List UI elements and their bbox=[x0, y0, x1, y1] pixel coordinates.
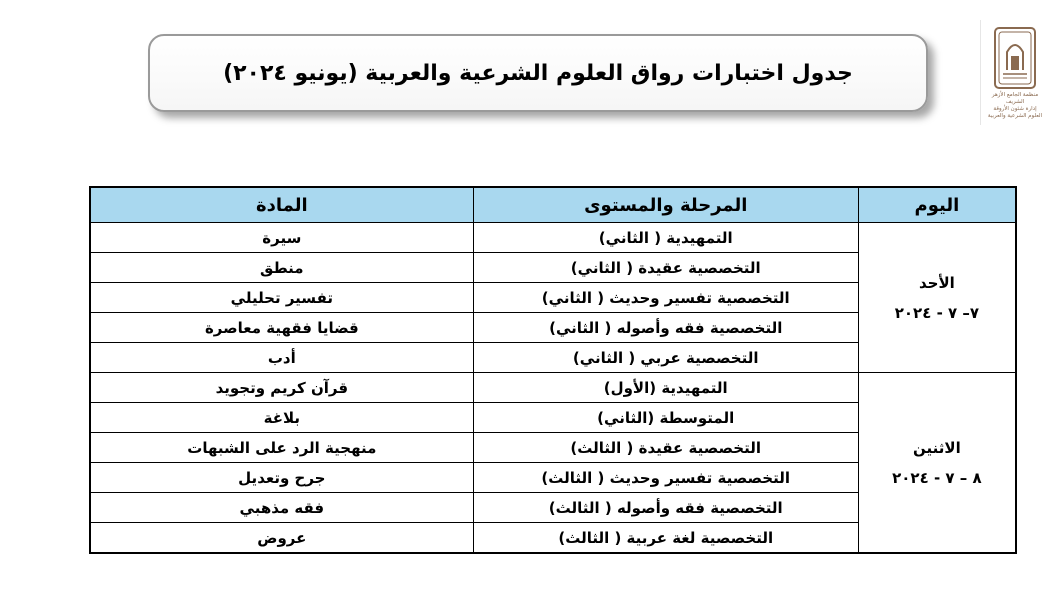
table-header-row bbox=[90, 187, 1016, 223]
subject-cell: بلاغة bbox=[90, 403, 473, 433]
day-cell-monday bbox=[858, 373, 1016, 554]
day-date: ٧– ٧ - ٢٠٢٤ bbox=[894, 303, 980, 322]
subject-cell: قضايا فقهية معاصرة bbox=[90, 313, 473, 343]
header-subject: المادة bbox=[90, 187, 473, 223]
day-name: الاثنين bbox=[913, 438, 961, 457]
stage-cell: التخصصية عقيدة ( الثاني) bbox=[473, 253, 858, 283]
header-stage: المرحلة والمستوى bbox=[473, 187, 858, 223]
stage-cell: التخصصية عربي ( الثاني) bbox=[473, 343, 858, 373]
subject-cell: تفسير تحليلي bbox=[90, 283, 473, 313]
header-day: اليوم bbox=[858, 187, 1016, 223]
subject-cell: أدب bbox=[90, 343, 473, 373]
stage-cell: التخصصية عقيدة ( الثالث) bbox=[473, 433, 858, 463]
stage-cell: التخصصية فقه وأصوله ( الثاني) bbox=[473, 313, 858, 343]
page-title: جدول اختبارات رواق العلوم الشرعية والعربية (يونيو ٢٠٢٤) bbox=[223, 60, 853, 86]
logo-caption-line: العلوم الشرعية والعربية bbox=[987, 113, 1043, 119]
subject-cell: جرح وتعديل bbox=[90, 463, 473, 493]
logo-caption-line: إدارة شئون الأروقة bbox=[993, 106, 1037, 112]
logo-caption bbox=[983, 92, 1047, 120]
stage-cell: التخصصية لغة عربية ( الثالث) bbox=[473, 523, 858, 554]
title-box bbox=[148, 34, 928, 112]
stage-cell: التمهيدية ( الثاني) bbox=[473, 223, 858, 253]
subject-cell: عروض bbox=[90, 523, 473, 554]
subject-cell: قرآن كريم وتجويد bbox=[90, 373, 473, 403]
day-name: الأحد bbox=[919, 273, 955, 292]
day-cell-sunday bbox=[858, 223, 1016, 373]
table-row bbox=[90, 223, 1016, 253]
stage-cell: المتوسطة (الثاني) bbox=[473, 403, 858, 433]
subject-cell: منطق bbox=[90, 253, 473, 283]
subject-cell: سيرة bbox=[90, 223, 473, 253]
stage-cell: التمهيدية (الأول) bbox=[473, 373, 858, 403]
day-date: ٨ – ٧ - ٢٠٢٤ bbox=[892, 468, 982, 487]
table-row bbox=[90, 373, 1016, 403]
azhar-emblem-icon bbox=[993, 26, 1037, 90]
azhar-logo bbox=[980, 20, 1049, 125]
exam-schedule-table bbox=[89, 186, 1017, 554]
stage-cell: التخصصية تفسير وحديث ( الثاني) bbox=[473, 283, 858, 313]
subject-cell: منهجية الرد على الشبهات bbox=[90, 433, 473, 463]
stage-cell: التخصصية فقه وأصوله ( الثالث) bbox=[473, 493, 858, 523]
logo-caption-line: منظمة الجامع الأزهر الشريف bbox=[991, 92, 1039, 105]
stage-cell: التخصصية تفسير وحديث ( الثالث) bbox=[473, 463, 858, 493]
subject-cell: فقه مذهبي bbox=[90, 493, 473, 523]
